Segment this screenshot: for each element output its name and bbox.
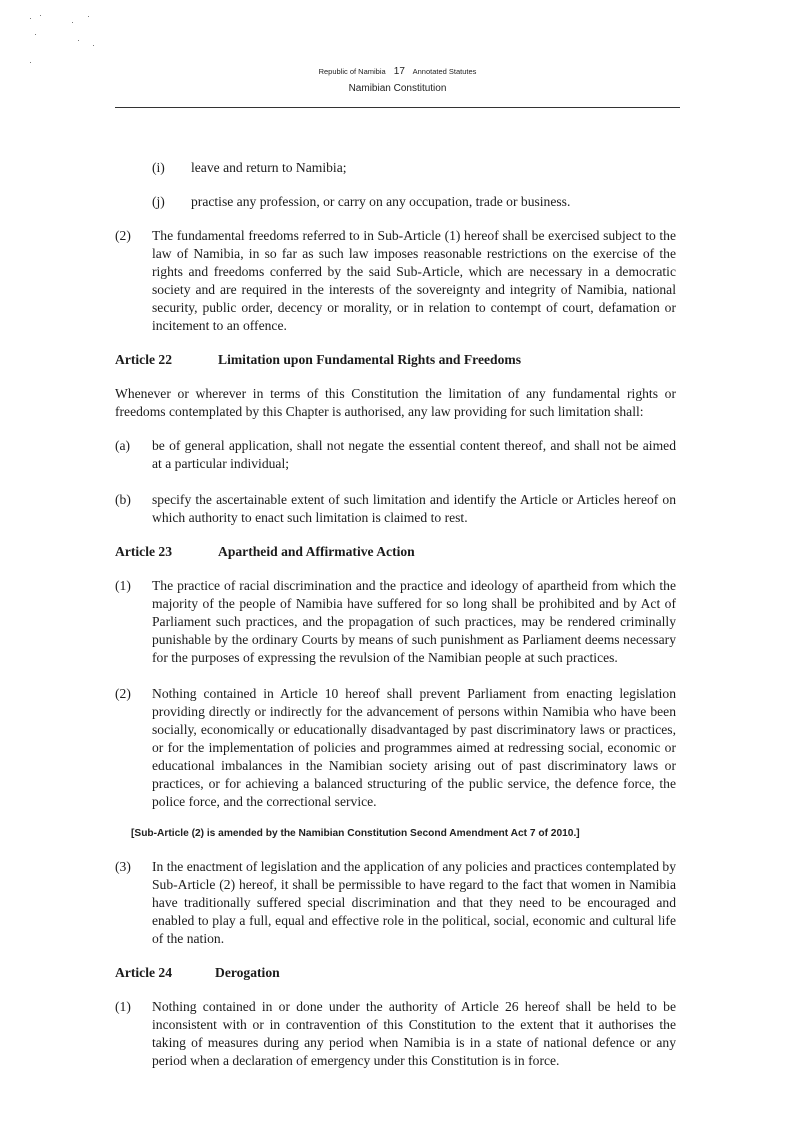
header-line xyxy=(115,66,680,78)
item-text: practise any profession, or carry on any occupation, trade or business. xyxy=(191,194,571,209)
article-title: Derogation xyxy=(215,965,280,980)
item-label: (3) xyxy=(115,859,131,874)
scan-speck xyxy=(93,45,94,46)
item-text: Nothing contained in or done under the authority of Article 26 hereof shall be held to be inconsistent with or in contravention of this Constitution to the extent that it authorises the taking of measures during any period when Namibia is in a state of national defence or any period when a declaration of emergency under this Constitution is in force. xyxy=(152,999,676,1068)
article-number: Article 24 xyxy=(115,965,172,980)
item-label: (1) xyxy=(115,578,131,593)
item-label: (2) xyxy=(115,228,131,243)
scan-speck xyxy=(35,34,36,35)
header-left: Republic of Namibia xyxy=(318,67,386,76)
header-right: Annotated Statutes xyxy=(412,67,477,76)
item-text: In the enactment of legislation and the application of any policies and practices contemplated by Sub-Article (2) hereof, it shall be permissible to have regard to the fact that women in Namibia have traditionally suffered special discrimination and that they need to be encouraged and enabled to play a full, equal and effective role in the political, social, economic and cultural life of the nation. xyxy=(152,859,676,946)
article-23-3 xyxy=(115,858,676,948)
item-label: (a) xyxy=(115,438,131,453)
article-title: Limitation upon Fundamental Rights and Freedoms xyxy=(218,352,522,367)
page-number: 17 xyxy=(393,66,405,77)
item-label: (2) xyxy=(115,686,131,701)
item-i xyxy=(152,159,676,177)
item-text: be of general application, shall not negate the essential content thereof, and shall not be aimed at a particular individual; xyxy=(152,438,676,471)
article-23-heading xyxy=(115,543,676,561)
scan-speck xyxy=(72,22,73,23)
item-label: (j) xyxy=(152,194,165,209)
header-subtitle: Namibian Constitution xyxy=(348,83,447,94)
item-text: leave and return to Namibia; xyxy=(191,160,347,175)
document-body xyxy=(115,159,676,1070)
article-22-a xyxy=(115,437,676,473)
article-22-b xyxy=(115,491,676,527)
article-23-1 xyxy=(115,577,676,667)
item-text: Nothing contained in Article 10 hereof shall prevent Parliament from enacting legislation providing directly or indirectly for the advancement of persons within Namibia who have been socially, economically or educationally disadvantaged by past discriminatory laws or practices, or for the implementation of policies and programmes aimed at redressing social, economic or educational imbalances in the Namibian society arising out of past discriminatory laws or practices, or for achieving a balanced structuring of the public service, the defence force, the police force, and the correctional service. xyxy=(152,686,676,809)
scan-speck xyxy=(30,18,31,19)
article-24-heading xyxy=(115,964,676,982)
scan-speck xyxy=(78,40,79,41)
article-number: Article 22 xyxy=(115,352,172,367)
item-label: (i) xyxy=(152,160,165,175)
article-22-heading xyxy=(115,351,676,369)
scan-speck xyxy=(40,15,41,16)
article-23-2 xyxy=(115,685,676,811)
sub-article-2 xyxy=(115,227,676,335)
item-label: (b) xyxy=(115,492,131,507)
article-title: Apartheid and Affirmative Action xyxy=(218,544,415,559)
article-number: Article 23 xyxy=(115,544,172,559)
scan-speck xyxy=(88,16,89,17)
item-text: specify the ascertainable extent of such limitation and identify the Article or Articles hereof on which authority to enact such limitation is claimed to rest. xyxy=(152,492,676,525)
article-22-intro: Whenever or wherever in terms of this Constitution the limitation of any fundamental rights or freedoms contemplated by this Chapter is authorised, any law providing for such limitation shall: xyxy=(115,386,676,419)
amendment-note: [Sub-Article (2) is amended by the Namibian Constitution Second Amendment Act 7 of 2010.] xyxy=(131,828,580,839)
scan-speck xyxy=(30,62,31,63)
item-j xyxy=(152,193,676,211)
item-text: The practice of racial discrimination and the practice and ideology of apartheid from which the majority of the people of Namibia have suffered for so long shall be prohibited and by Act of Parliament such practices, and the propagation of such practices, may be rendered criminally punishable by the ordinary Courts by means of such punishment as Parliament deems necessary for the purposes of expressing the revulsion of the Namibian people at such practices. xyxy=(152,578,676,665)
article-24-1 xyxy=(115,998,676,1070)
item-label: (1) xyxy=(115,999,131,1014)
header-rule xyxy=(115,107,680,108)
item-text: The fundamental freedoms referred to in Sub-Article (1) hereof shall be exercised subject to the law of Namibia, in so far as such law imposes reasonable restrictions on the exercise of the rights and freedoms conferred by the said Sub-Article, which are necessary in a democratic society and are required in the interests of the sovereignty and integrity of Namibia, national security, public order, decency or morality, or in relation to contempt of court, defamation or incitement to an offence. xyxy=(152,228,676,333)
page-header xyxy=(115,66,680,94)
